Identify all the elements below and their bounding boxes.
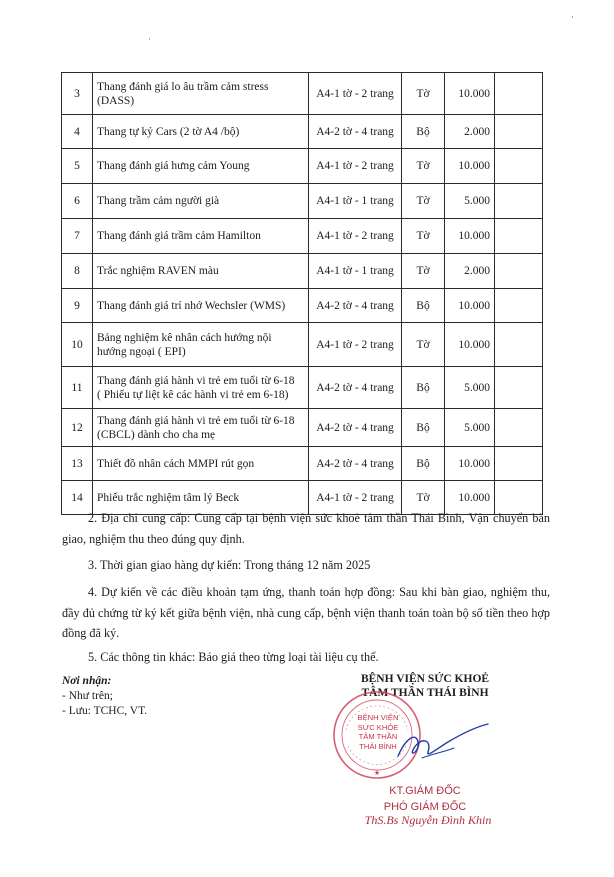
recipient-line: - Lưu: TCHC, VT. xyxy=(62,705,148,717)
table-row xyxy=(62,149,543,184)
signer-name: ThS.Bs Nguyễn Đình Khin xyxy=(364,813,492,827)
table-row xyxy=(62,367,543,409)
org-line-2: TÂM THẦN THÁI BÌNH xyxy=(361,687,489,699)
item-name-line: Thang đánh giá lo âu trầm cảm stress xyxy=(97,80,269,93)
item-price xyxy=(495,254,543,289)
item-spec: A4-1 tờ - 1 trang xyxy=(309,184,402,219)
item-quantity: 10.000 xyxy=(445,149,495,184)
table-row xyxy=(62,254,543,289)
item-spec: A4-1 tờ - 2 trang xyxy=(309,219,402,254)
item-name xyxy=(93,184,309,219)
item-name xyxy=(93,149,309,184)
paragraph-payment-terms: 4. Dự kiến về các điều khoản tạm ứng, thanh toán hợp đồng: Sau khi bàn giao, nghiệm thu, đầy đủ chứng từ ký kết giữa bệnh viện, nhà cung cấp, bệnh viện thanh toán toàn bộ số tiền theo hợp đồng đã ký. xyxy=(62,585,550,640)
signer-titles xyxy=(330,783,520,815)
scan-speck: · xyxy=(148,34,151,44)
recipient-line: - Như trên; xyxy=(62,690,113,702)
item-name-line: Thiết đồ nhân cách MMPI rút gọn xyxy=(97,457,255,470)
item-price xyxy=(495,323,543,367)
item-name-line: Trắc nghiệm RAVEN màu xyxy=(97,265,219,277)
item-price xyxy=(495,409,543,447)
item-price xyxy=(495,149,543,184)
item-spec: A4-1 tờ - 1 trang xyxy=(309,254,402,289)
item-name xyxy=(93,219,309,254)
item-name-line: Bảng nghiệm kê nhân cách hướng nội xyxy=(97,331,272,344)
table-row xyxy=(62,323,543,367)
row-number: 4 xyxy=(62,115,93,149)
table-row xyxy=(62,289,543,323)
item-price xyxy=(495,367,543,409)
table-row xyxy=(62,447,543,481)
item-name xyxy=(93,447,309,481)
item-name-line: ( Phiếu tự liệt kê các hành vi trẻ em 6-18) xyxy=(97,388,289,401)
item-name xyxy=(93,409,309,447)
item-unit: Bộ xyxy=(402,115,445,149)
row-number: 12 xyxy=(62,409,93,447)
signer-title-1: KT.GIÁM ĐỐC xyxy=(389,785,461,797)
recipients-block xyxy=(62,674,147,719)
item-quantity: 2.000 xyxy=(445,254,495,289)
table-row xyxy=(62,115,543,149)
item-unit: Bộ xyxy=(402,447,445,481)
table-row xyxy=(62,73,543,115)
item-unit: Bộ xyxy=(402,409,445,447)
item-quantity: 5.000 xyxy=(445,184,495,219)
paragraph-other-info: 5. Các thông tin khác: Báo giá theo từng loại tài liệu cụ thể. xyxy=(88,650,379,664)
item-quantity: 10.000 xyxy=(445,73,495,115)
item-spec: A4-2 tờ - 4 trang xyxy=(309,447,402,481)
item-name xyxy=(93,289,309,323)
item-quantity: 10.000 xyxy=(445,447,495,481)
item-spec: A4-2 tờ - 4 trang xyxy=(309,115,402,149)
row-number: 7 xyxy=(62,219,93,254)
item-price xyxy=(495,289,543,323)
item-unit: Tờ xyxy=(402,73,445,115)
item-spec: A4-2 tờ - 4 trang xyxy=(309,409,402,447)
item-name-line: Thang tự kỷ Cars (2 tờ A4 /bộ) xyxy=(97,125,240,138)
row-number: 9 xyxy=(62,289,93,323)
item-spec: A4-1 tờ - 2 trang xyxy=(309,481,402,515)
item-unit: Tờ xyxy=(402,254,445,289)
item-name-line: Thang trầm cảm người già xyxy=(97,195,220,207)
item-name xyxy=(93,367,309,409)
materials-table xyxy=(61,72,543,515)
item-unit: Bộ xyxy=(402,367,445,409)
item-name xyxy=(93,115,309,149)
recipients-heading: Nơi nhận: xyxy=(62,675,112,687)
item-name-line: hướng ngoại ( EPI) xyxy=(97,345,186,358)
item-unit: Tờ xyxy=(402,323,445,367)
row-number: 10 xyxy=(62,323,93,367)
seal-text: BỆNH VIỆN SỨC KHỎE TÂM THẦN THÁI BÌNH xyxy=(357,713,399,751)
item-price xyxy=(495,447,543,481)
item-price xyxy=(495,115,543,149)
svg-text:★: ★ xyxy=(373,769,381,777)
item-name xyxy=(93,323,309,367)
table-row xyxy=(62,409,543,447)
row-number: 5 xyxy=(62,149,93,184)
row-number: 14 xyxy=(62,481,93,515)
item-price xyxy=(495,184,543,219)
row-number: 6 xyxy=(62,184,93,219)
item-price xyxy=(495,73,543,115)
item-spec: A4-1 tờ - 2 trang xyxy=(309,149,402,184)
paragraph-delivery-time: 3. Thời gian giao hàng dự kiến: Trong tháng 12 năm 2025 xyxy=(88,558,371,572)
item-unit: Tờ xyxy=(402,184,445,219)
item-unit: Tờ xyxy=(402,481,445,515)
item-name-line: Thang đánh giá hành vi trẻ em tuổi từ 6-18 xyxy=(97,374,295,387)
row-number: 11 xyxy=(62,367,93,409)
item-quantity: 10.000 xyxy=(445,323,495,367)
item-name-line: (CBCL) dành cho cha mẹ xyxy=(97,428,216,441)
handwritten-signature-icon xyxy=(392,718,492,766)
item-unit: Tờ xyxy=(402,219,445,254)
row-number: 3 xyxy=(62,73,93,115)
org-line-1: BỆNH VIỆN SỨC KHOẺ xyxy=(360,673,490,685)
item-name-line: Thang đánh giá trí nhớ Wechsler (WMS) xyxy=(97,299,286,312)
item-spec: A4-1 tờ - 2 trang xyxy=(309,73,402,115)
item-quantity: 5.000 xyxy=(445,409,495,447)
item-quantity: 10.000 xyxy=(445,289,495,323)
scan-speck: · xyxy=(571,12,574,22)
item-name-line: Thang đánh giá hành vi trẻ em tuổi từ 6-18 xyxy=(97,414,295,427)
row-number: 13 xyxy=(62,447,93,481)
item-quantity: 2.000 xyxy=(445,115,495,149)
table-row xyxy=(62,184,543,219)
item-name-line: Thang đánh giá hưng cảm Young xyxy=(97,160,250,172)
item-quantity: 10.000 xyxy=(445,219,495,254)
row-number: 8 xyxy=(62,254,93,289)
item-name-line: Thang đánh giá trầm cảm Hamilton xyxy=(97,230,261,242)
item-spec: A4-1 tờ - 2 trang xyxy=(309,323,402,367)
item-name-line: Phiếu trắc nghiệm tâm lý Beck xyxy=(97,491,240,504)
item-name xyxy=(93,254,309,289)
signer-title-2: PHÓ GIÁM ĐỐC xyxy=(383,801,467,813)
item-spec: A4-2 tờ - 4 trang xyxy=(309,289,402,323)
table-row xyxy=(62,219,543,254)
item-name-line: (DASS) xyxy=(97,94,135,107)
item-unit: Bộ xyxy=(402,289,445,323)
item-quantity: 5.000 xyxy=(445,367,495,409)
item-quantity: 10.000 xyxy=(445,481,495,515)
item-unit: Tờ xyxy=(402,149,445,184)
paragraph-delivery-address: 2. Địa chỉ cung cấp: Cung cấp tại bệnh viện sức khoẻ tâm thần Thái Bình, Vận chuyển bàn giao, nghiệm thu theo đúng quy định. xyxy=(62,511,550,546)
item-price xyxy=(495,219,543,254)
item-name xyxy=(93,73,309,115)
item-spec: A4-2 tờ - 4 trang xyxy=(309,367,402,409)
